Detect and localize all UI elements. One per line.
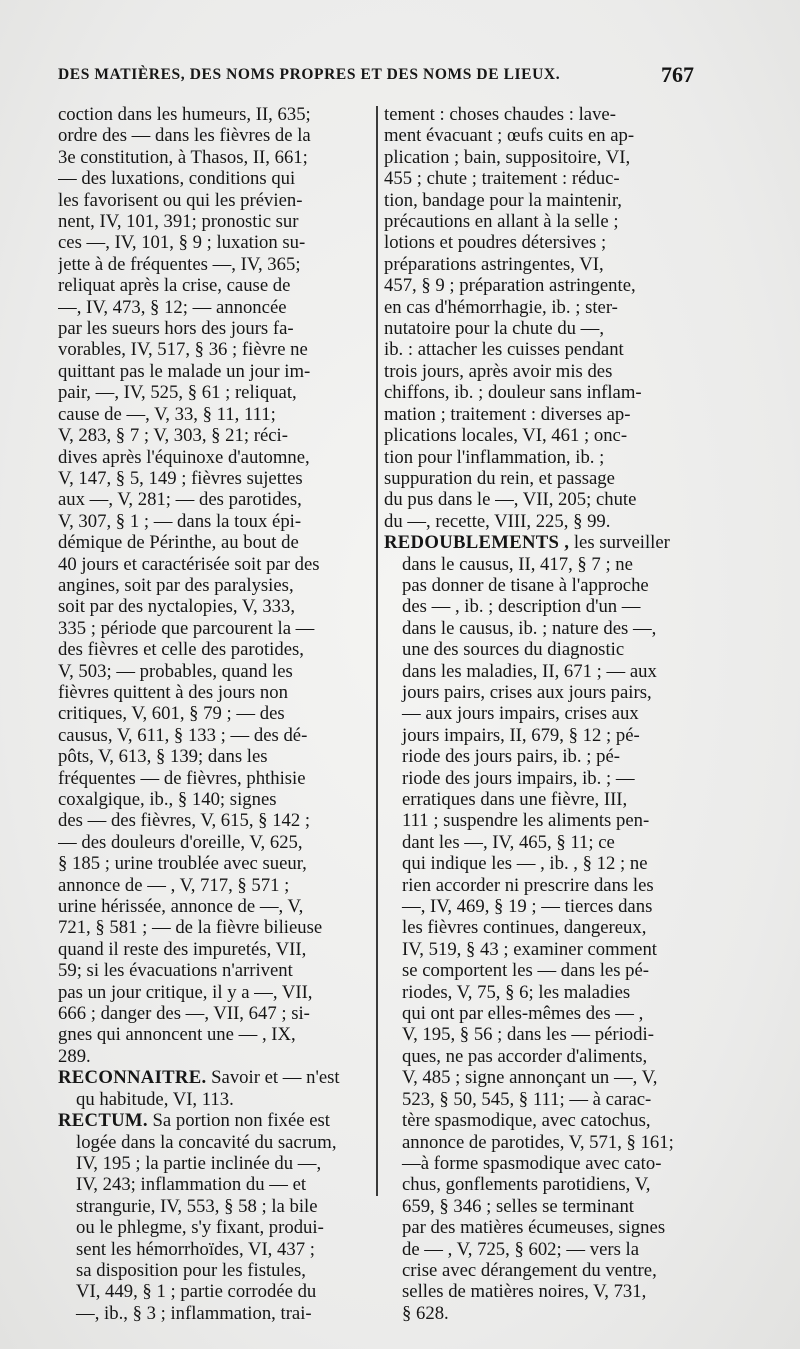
text-line: IV, 243; inflammation du — et: [76, 1174, 307, 1196]
text-line: V, 503; — probables, quand les: [58, 660, 293, 682]
text-line: une des sources du diagnostic: [402, 639, 625, 661]
left-column: [58, 104, 370, 1324]
column-divider: [376, 106, 378, 1196]
text-line: § 628.: [402, 1302, 449, 1324]
right-column: [384, 104, 700, 1324]
text-line: ques, ne pas accorder d'aliments,: [402, 1045, 648, 1067]
text-line: pair, —, IV, 525, § 61 ; reliquat,: [58, 382, 297, 404]
text-line: 3e constitution, à Thasos, II, 661;: [58, 146, 308, 168]
text-line: IV, 519, § 43 ; examiner comment: [402, 938, 657, 960]
text-line: quand il reste des impuretés, VII,: [58, 938, 307, 960]
headword-redoublements: REDOUBLEMENTS ,: [384, 532, 570, 554]
text-line: riodes, V, 75, § 6; les maladies: [402, 981, 631, 1003]
text-line: qui ont par elles-mêmes des — ,: [402, 1003, 644, 1025]
text-line: —, IV, 473, § 12; — annoncée: [58, 296, 287, 318]
entry-first-line: [58, 1067, 370, 1088]
text-line: chiffons, ib. ; douleur sans inflam-: [384, 382, 642, 404]
text-line: annonce de parotides, V, 571, § 161;: [402, 1131, 674, 1153]
text-line: fréquentes — de fièvres, phthisie: [58, 767, 306, 789]
text-line: coction dans les humeurs, II, 635;: [58, 104, 311, 125]
text-line: ou le phlegme, s'y fixant, produi-: [76, 1217, 324, 1239]
text-line: ib. : attacher les cuisses pendant: [384, 339, 624, 361]
running-head: DES MATIÈRES, DES NOMS PROPRES ET DES NOMS DE LIEUX.: [58, 66, 561, 83]
text-line: vorables, IV, 517, § 36 ; fièvre ne: [58, 339, 308, 361]
text-line: tion pour l'inflammation, ib. ;: [384, 446, 605, 468]
headword-reconnaitre: RECONNAITRE.: [58, 1067, 207, 1089]
text-line: plication ; bain, suppositoire, VI,: [384, 146, 631, 168]
text-line: ces —, IV, 101, § 9 ; luxation su-: [58, 232, 306, 254]
text-line: angines, soit par des paralysies,: [58, 574, 294, 596]
page-number: 767: [661, 62, 694, 87]
text-line: urine hérissée, annonce de —, V,: [58, 896, 304, 918]
text-line: § 185 ; urine troublée avec sueur,: [58, 853, 307, 875]
text-line: dans le causus, ib. ; nature des —,: [402, 617, 657, 639]
text-line: du —, recette, VIII, 225, § 99.: [384, 510, 611, 532]
text-line: aux —, V, 281; — des parotides,: [58, 489, 302, 511]
text-line: pôts, V, 613, § 139; dans les: [58, 746, 268, 768]
text-line: V, 485 ; signe annonçant un —, V,: [402, 1067, 658, 1089]
entry-text: Sa portion non fixée est: [152, 1110, 330, 1132]
text-line: soit par des nyctalopies, V, 333,: [58, 596, 296, 618]
text-line: crise avec dérangement du ventre,: [402, 1259, 657, 1281]
text-line: IV, 195 ; la partie inclinée du —,: [76, 1152, 322, 1174]
text-line: les fièvres continues, dangereux,: [402, 917, 647, 939]
text-line: nutatoire pour la chute du —,: [384, 318, 605, 340]
text-line: des fièvres et celle des parotides,: [58, 639, 304, 661]
text-line: lotions et poudres détersives ;: [384, 232, 607, 254]
text-line: ment évacuant ; œufs cuits en ap-: [384, 125, 635, 147]
text-line: 289.: [58, 1045, 91, 1067]
text-line: jette à de fréquentes —, IV, 365;: [58, 253, 301, 275]
text-line: tement : choses chaudes : lave-: [384, 104, 616, 125]
text-line: 659, § 346 ; selles se terminant: [402, 1195, 634, 1217]
page-header: [58, 62, 694, 92]
text-line: nent, IV, 101, 391; pronostic sur: [58, 211, 299, 233]
text-line: dant les —, IV, 465, § 11; ce: [402, 831, 615, 853]
text-line: 40 jours et caractérisée soit par des: [58, 553, 320, 575]
entry-first-line: [58, 1110, 370, 1131]
text-line: tion, bandage pour la maintenir,: [384, 189, 622, 211]
text-line: quittant pas le malade un jour im-: [58, 360, 311, 382]
text-line: dans le causus, II, 417, § 7 ; ne: [402, 553, 633, 575]
text-line: 455 ; chute ; traitement : réduc-: [384, 168, 620, 190]
entry-first-line: [384, 532, 700, 553]
text-line: gnes qui annoncent une — , IX,: [58, 1024, 296, 1046]
text-line: 666 ; danger des —, VII, 647 ; si-: [58, 1003, 310, 1025]
text-line: coxalgique, ib., § 140; signes: [58, 789, 277, 810]
entry-text: Savoir et — n'est: [211, 1067, 340, 1089]
text-line: des — , ib. ; description d'un —: [402, 596, 641, 618]
text-line: plications locales, VI, 461 ; onc-: [384, 425, 628, 447]
text-line: erratiques dans une fièvre, III,: [402, 789, 628, 810]
text-line: —à forme spasmodique avec cato-: [402, 1152, 662, 1174]
text-line: sent les hémorrhoïdes, VI, 437 ;: [76, 1238, 315, 1260]
text-line: dans les maladies, II, 671 ; — aux: [402, 660, 657, 682]
text-line: VI, 449, § 1 ; partie corrodée du: [76, 1281, 317, 1303]
text-line: du pus dans le —, VII, 205; chute: [384, 489, 637, 511]
text-line: se comportent les — dans les pé-: [402, 960, 650, 982]
text-line: les favorisent ou qui les prévien-: [58, 189, 303, 211]
text-line: jours impairs, II, 679, § 12 ; pé-: [402, 724, 640, 746]
text-line: rien accorder ni prescrire dans les: [402, 874, 654, 896]
text-line: V, 195, § 56 ; dans les — périodi-: [402, 1024, 654, 1046]
text-line: par les sueurs hors des jours fa-: [58, 318, 294, 340]
text-line: selles de matières noires, V, 731,: [402, 1281, 647, 1303]
text-line: riode des jours pairs, ib. ; pé-: [402, 746, 620, 768]
text-line: des — des fièvres, V, 615, § 142 ;: [58, 810, 311, 832]
text-line: — des luxations, conditions qui: [58, 168, 296, 190]
text-line: causus, V, 611, § 133 ; — des dé-: [58, 724, 308, 746]
text-line: riode des jours impairs, ib. ; —: [402, 767, 635, 789]
text-line: en cas d'hémorrhagie, ib. ; ster-: [384, 296, 618, 318]
entry-text: les surveiller: [573, 532, 670, 554]
text-line: tère spasmodique, avec catochus,: [402, 1110, 651, 1132]
text-line: —, ib., § 3 ; inflammation, trai-: [76, 1302, 312, 1324]
text-line: de — , V, 725, § 602; — vers la: [402, 1238, 640, 1260]
text-line: 721, § 581 ; — de la fièvre bilieuse: [58, 917, 323, 939]
text-line: — des douleurs d'oreille, V, 625,: [58, 831, 303, 853]
text-line: suppuration du rein, et passage: [384, 467, 615, 489]
text-line: logée dans la concavité du sacrum,: [76, 1131, 337, 1153]
text-line: qui indique les — , ib. , § 12 ; ne: [402, 853, 648, 875]
text-line: 523, § 50, 545, § 111; — à carac-: [402, 1088, 652, 1110]
text-line: pas donner de tisane à l'approche: [402, 574, 649, 596]
text-line: V, 147, § 5, 149 ; fièvres sujettes: [58, 467, 303, 489]
text-line: jours pairs, crises aux jours pairs,: [402, 681, 652, 703]
text-line: démique de Périnthe, au bout de: [58, 532, 299, 554]
text-line: strangurie, IV, 553, § 58 ; la bile: [76, 1195, 318, 1217]
text-line: ordre des — dans les fièvres de la: [58, 125, 311, 147]
text-line: chus, gonflements parotidiens, V,: [402, 1174, 651, 1196]
text-line: pas un jour critique, il y a —, VII,: [58, 981, 313, 1003]
text-line: par des matières écumeuses, signes: [402, 1217, 666, 1239]
text-line: cause de —, V, 33, § 11, 111;: [58, 403, 276, 425]
headword-rectum: RECTUM.: [58, 1110, 148, 1132]
text-line: qu habitude, VI, 113.: [76, 1088, 234, 1110]
text-line: mation ; traitement : diverses ap-: [384, 403, 631, 425]
text-line: 59; si les évacuations n'arrivent: [58, 960, 293, 982]
text-line: 335 ; période que parcourent la —: [58, 617, 315, 639]
text-line: — aux jours impairs, crises aux: [402, 703, 639, 725]
text-line: préparations astringentes, VI,: [384, 253, 604, 275]
text-line: 111 ; suspendre les aliments pen-: [402, 810, 650, 832]
text-line: sa disposition pour les fistules,: [76, 1259, 306, 1281]
text-line: trois jours, après avoir mis des: [384, 360, 613, 382]
text-line: dives après l'équinoxe d'automne,: [58, 446, 310, 468]
text-line: critiques, V, 601, § 79 ; — des: [58, 703, 285, 725]
text-line: reliquat après la crise, cause de: [58, 275, 291, 297]
text-line: annonce de — , V, 717, § 571 ;: [58, 874, 290, 896]
text-line: —, IV, 469, § 19 ; — tierces dans: [402, 896, 653, 918]
text-line: fièvres quittent à des jours non: [58, 681, 288, 703]
text-line: V, 307, § 1 ; — dans la toux épi-: [58, 510, 302, 532]
text-line: 457, § 9 ; préparation astringente,: [384, 275, 636, 297]
text-line: précautions en allant à la selle ;: [384, 211, 619, 233]
text-line: V, 283, § 7 ; V, 303, § 21; réci-: [58, 425, 288, 447]
